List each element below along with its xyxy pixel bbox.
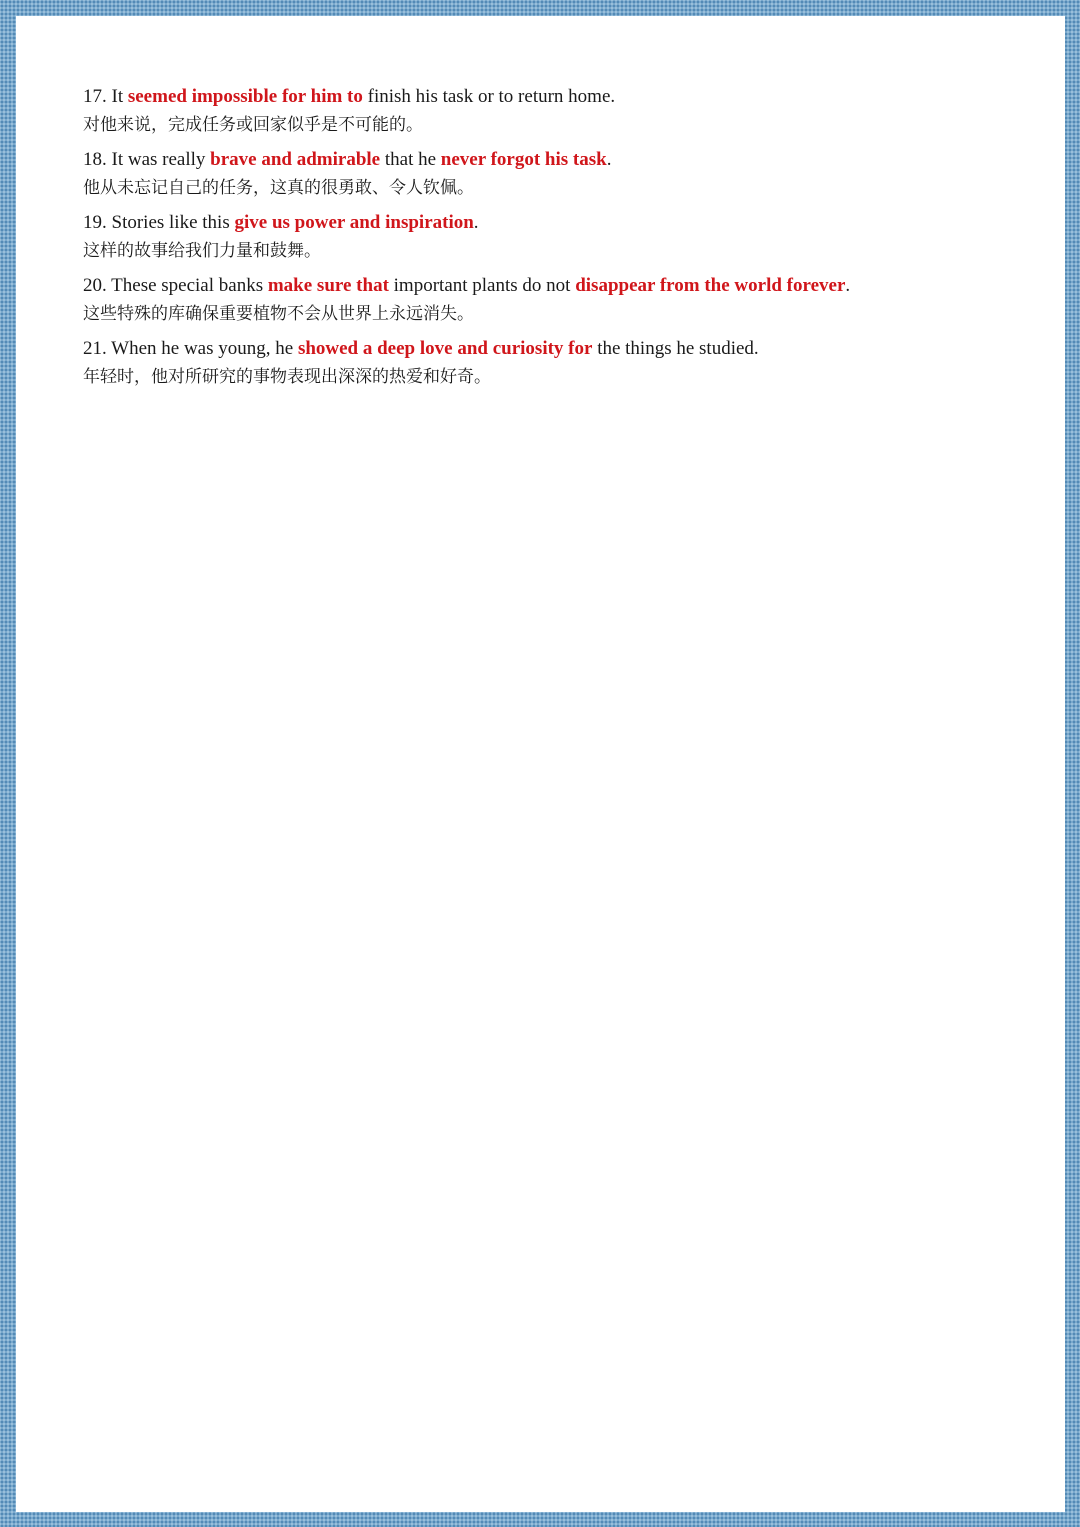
- text-segment: These special banks: [106, 275, 268, 296]
- text-segment: It: [106, 86, 128, 107]
- text-segment: When he was young, he: [106, 338, 298, 359]
- sentence-number: 20.: [83, 275, 107, 296]
- highlighted-phrase: give us power and inspiration: [234, 212, 474, 233]
- chinese-translation: 这样的故事给我们力量和鼓舞。: [83, 241, 321, 261]
- chinese-translation: 年轻时，他对所研究的事物表现出深深的热爱和好奇。: [83, 367, 491, 387]
- sentence-number: 18.: [83, 149, 107, 170]
- sentence-list: [83, 82, 1013, 397]
- text-segment: that he: [380, 149, 441, 170]
- highlighted-phrase: seemed impossible for him to: [127, 86, 363, 107]
- chinese-translation: 对他来说，完成任务或回家似乎是不可能的。: [83, 115, 423, 135]
- text-segment: the things he studied.: [592, 338, 759, 359]
- text-segment: Stories like this: [106, 212, 235, 233]
- text-segment: finish his task or to return home.: [362, 86, 616, 107]
- text-segment: .: [606, 149, 612, 170]
- sentence-entry-18: [83, 145, 1013, 201]
- text-segment: It was really: [106, 149, 211, 170]
- chinese-translation: 他从未忘记自己的任务，这真的很勇敢、令人钦佩。: [83, 178, 474, 198]
- english-sentence: [83, 334, 1013, 364]
- english-sentence: [83, 145, 1013, 175]
- highlighted-phrase: make sure that: [267, 275, 389, 296]
- highlighted-phrase: showed a deep love and curiosity for: [297, 338, 593, 359]
- english-sentence: [83, 208, 1013, 238]
- sentence-number: 21.: [83, 338, 107, 359]
- sentence-number: 17.: [83, 86, 107, 107]
- sentence-entry-17: [83, 82, 1013, 138]
- highlighted-phrase: never forgot his task: [440, 149, 607, 170]
- highlighted-phrase: brave and admirable: [210, 149, 381, 170]
- text-segment: .: [845, 275, 851, 296]
- highlighted-phrase: disappear from the world forever: [575, 275, 846, 296]
- english-sentence: [83, 82, 1013, 112]
- sentence-entry-20: [83, 271, 1013, 327]
- sentence-number: 19.: [83, 212, 107, 233]
- text-segment: .: [473, 212, 479, 233]
- sentence-entry-21: [83, 334, 1013, 390]
- document-page: [16, 16, 1065, 1512]
- text-segment: important plants do not: [388, 275, 576, 296]
- chinese-translation: 这些特殊的库确保重要植物不会从世界上永远消失。: [83, 304, 474, 324]
- english-sentence: [83, 271, 1013, 301]
- sentence-entry-19: [83, 208, 1013, 264]
